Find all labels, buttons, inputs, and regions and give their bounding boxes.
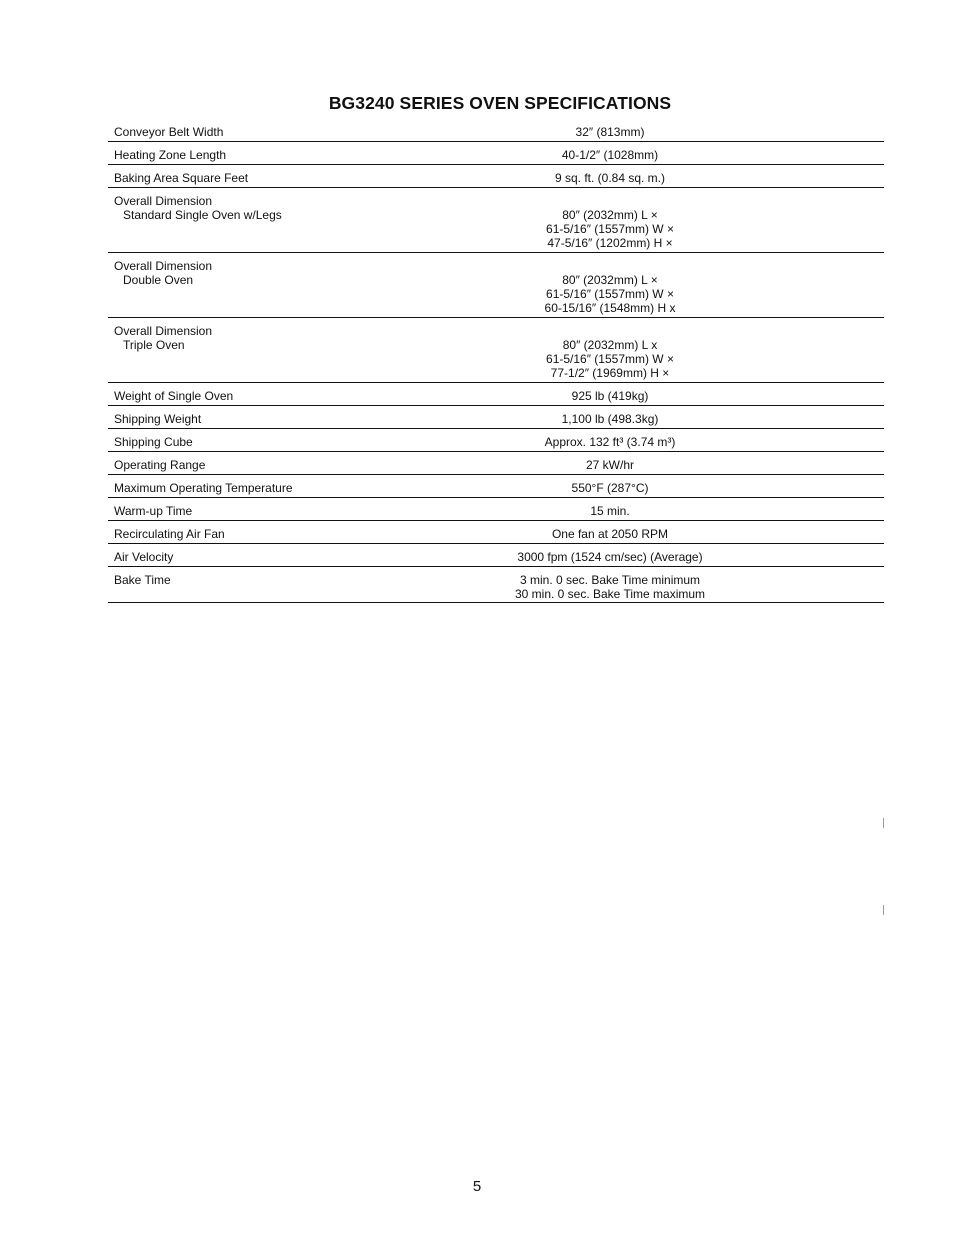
spec-row-conveyor-belt-width [108, 121, 884, 142]
spec-value-length: 80″ (2032mm) L x [562, 338, 658, 352]
spec-value: 9 sq. ft. (0.84 sq. m.) [554, 171, 666, 185]
spec-row-dimension-double-oven [108, 253, 884, 318]
spec-row-shipping-cube [108, 429, 884, 452]
spec-label: Recirculating Air Fan [114, 527, 225, 541]
spec-label: Maximum Operating Temperature [114, 481, 293, 495]
spec-label-main: Overall Dimension [114, 324, 213, 338]
spec-row-recirculating-fan [108, 521, 884, 544]
spec-row-weight-single-oven [108, 383, 884, 406]
spec-value: Approx. 132 ft³ (3.74 m³) [544, 435, 676, 449]
spec-value: 15 min. [590, 504, 630, 518]
spec-label [114, 194, 282, 222]
spec-label: Conveyor Belt Width [114, 125, 224, 139]
spec-label [114, 324, 212, 352]
spec-label: Heating Zone Length [114, 148, 227, 162]
spec-row-warm-up-time [108, 498, 884, 521]
spec-value-minimum: 3 min. 0 sec. Bake Time minimum [519, 573, 701, 587]
spec-row-air-velocity [108, 544, 884, 567]
spec-value-length: 80″ (2032mm) L × [562, 208, 658, 222]
spec-value: 925 lb (419kg) [571, 389, 649, 403]
spec-value-height: 47-5/16″ (1202mm) H × [547, 236, 673, 250]
spec-value-maximum: 30 min. 0 sec. Bake Time maximum [514, 587, 706, 601]
spec-label: Operating Range [114, 458, 206, 472]
spec-sublabel: Triple Oven [123, 338, 185, 352]
scan-mark [883, 905, 884, 915]
spec-sublabel: Standard Single Oven w/Legs [123, 208, 282, 222]
spec-value-height: 60-15/16″ (1548mm) H x [544, 301, 676, 315]
scan-mark [883, 818, 884, 828]
spec-value: 3000 fpm (1524 cm/sec) (Average) [517, 550, 703, 564]
spec-label: Bake Time [114, 573, 171, 587]
spec-value: 40-1/2″ (1028mm) [561, 148, 659, 162]
spec-label-main: Overall Dimension [114, 194, 213, 208]
spec-row-dimension-triple-oven [108, 318, 884, 383]
page-title: BG3240 SERIES OVEN SPECIFICATIONS [328, 93, 672, 113]
spec-label: Baking Area Square Feet [114, 171, 249, 185]
spec-row-heating-zone-length [108, 142, 884, 165]
spec-value [456, 273, 764, 315]
spec-sublabel: Double Oven [123, 273, 194, 287]
spec-value [456, 573, 764, 601]
spec-label: Air Velocity [114, 550, 174, 564]
spec-row-bake-time [108, 567, 884, 603]
spec-value: 27 kW/hr [585, 458, 634, 472]
spec-value: 1,100 lb (498.3kg) [561, 412, 659, 426]
spec-value: One fan at 2050 RPM [551, 527, 669, 541]
spec-label: Shipping Weight [114, 412, 202, 426]
spec-label: Weight of Single Oven [114, 389, 234, 403]
spec-row-operating-range [108, 452, 884, 475]
spec-value: 550°F (287°C) [571, 481, 649, 495]
spec-value [456, 338, 764, 380]
spec-label [114, 259, 212, 287]
spec-row-shipping-weight [108, 406, 884, 429]
spec-row-baking-area [108, 165, 884, 188]
spec-value-width: 61-5/16″ (1557mm) W × [546, 222, 674, 236]
spec-value-width: 61-5/16″ (1557mm) W × [546, 352, 674, 366]
spec-value-length: 80″ (2032mm) L × [562, 273, 658, 287]
spec-label-main: Overall Dimension [114, 259, 213, 273]
spec-value-height: 77-1/2″ (1969mm) H × [550, 366, 670, 380]
page-number: 5 [472, 1178, 482, 1195]
spec-value [456, 208, 764, 250]
spec-label: Warm-up Time [114, 504, 193, 518]
spec-row-dimension-single-oven [108, 188, 884, 253]
spec-value-width: 61-5/16″ (1557mm) W × [546, 287, 674, 301]
spec-label: Shipping Cube [114, 435, 193, 449]
spec-row-max-temperature [108, 475, 884, 498]
spec-value: 32″ (813mm) [575, 125, 645, 139]
specifications-table [108, 121, 884, 603]
